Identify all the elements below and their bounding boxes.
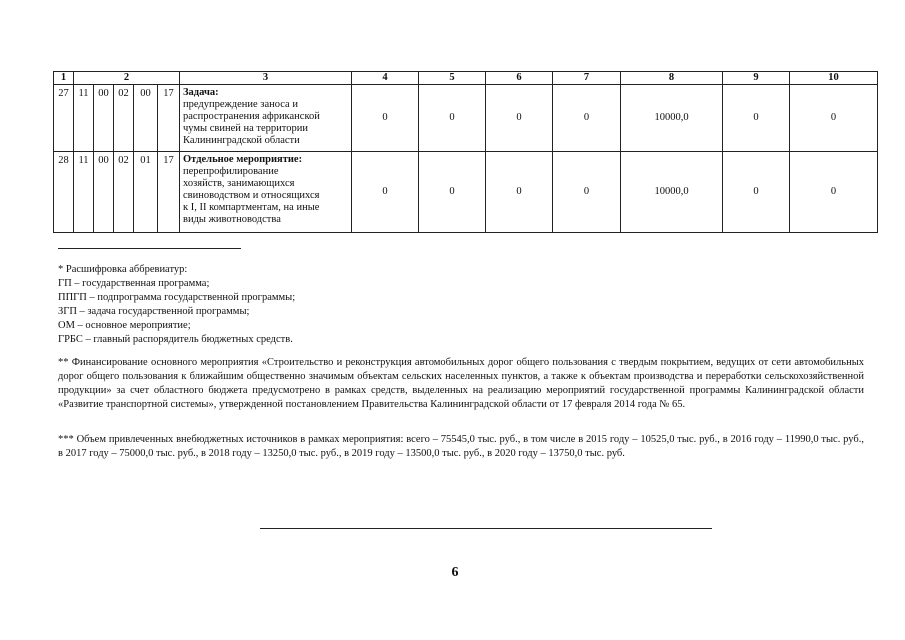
- code-cell: 11: [74, 85, 94, 152]
- abbreviation-item: ГРБС – главный распорядитель бюджетных средств.: [58, 334, 293, 345]
- value-cell: 0: [419, 85, 486, 152]
- header-col-2: 2: [74, 72, 180, 85]
- value-cell: 0: [553, 152, 621, 233]
- header-col-4: 4: [352, 72, 419, 85]
- value-cell: 0: [352, 152, 419, 233]
- header-col-1: 1: [54, 72, 74, 85]
- description-line: свиноводством и относящихся: [183, 190, 320, 201]
- description-line: Калининградской области: [183, 135, 300, 146]
- description-line: виды животноводства: [183, 214, 281, 225]
- abbreviation-item: ГП – государственная программа;: [58, 278, 210, 289]
- code-cell: 11: [74, 152, 94, 233]
- value-cell: 10000,0: [621, 85, 723, 152]
- description-title: Задача:: [183, 87, 219, 98]
- header-col-8: 8: [621, 72, 723, 85]
- header-col-9: 9: [723, 72, 790, 85]
- code-cell: 00: [94, 152, 114, 233]
- closing-rule: [260, 528, 712, 529]
- code-cell: 17: [158, 152, 180, 233]
- description-line: хозяйств, занимающихся: [183, 178, 295, 189]
- description-cell: [180, 85, 352, 152]
- value-cell: 0: [553, 85, 621, 152]
- value-cell: 0: [486, 85, 553, 152]
- budget-table: [53, 71, 878, 233]
- table-row: [54, 85, 878, 152]
- code-cell: 00: [134, 85, 158, 152]
- value-cell: 0: [419, 152, 486, 233]
- value-cell: 0: [352, 85, 419, 152]
- description-line: к I, II компартментам, на иные: [183, 202, 320, 213]
- row-number: 27: [54, 85, 74, 152]
- abbreviations-title: * Расшифровка аббревиатур:: [58, 264, 188, 275]
- value-cell: 10000,0: [621, 152, 723, 233]
- value-cell: 0: [790, 85, 878, 152]
- table-header-row: [54, 72, 878, 85]
- description-line: распространения африканской: [183, 111, 320, 122]
- description-line: чумы свиней на территории: [183, 123, 308, 134]
- code-cell: 02: [114, 152, 134, 233]
- footnote-separator: [58, 248, 241, 249]
- header-col-10: 10: [790, 72, 878, 85]
- header-col-3: 3: [180, 72, 352, 85]
- footnotes: [58, 263, 864, 461]
- description-line: предупреждение заноса и: [183, 99, 298, 110]
- row-number: 28: [54, 152, 74, 233]
- value-cell: 0: [723, 152, 790, 233]
- abbreviation-item: ППГП – подпрограмма государственной программы;: [58, 292, 296, 303]
- code-cell: 17: [158, 85, 180, 152]
- value-cell: 0: [790, 152, 878, 233]
- description-cell: [180, 152, 352, 233]
- code-cell: 00: [94, 85, 114, 152]
- financing-note: ** Финансирование основного мероприятия «Строительство и реконструкция автомобильных дорог общего пользования с твердым покрытием, ведущих от сети автомобильных дорог общего пользования к ближайшим общественно значимым объектам сельских населенных пунктов, а также к объектам производства и переработки сельскохозяйственной продукции» за счет областного бюджета предусмотрено в рамках средств, выделенных на реализацию мероприятий государственной программы Калининградской области «Развитие транспортной системы», утвержденной постановлением Правительства Калининградской области от 17 февраля 2014 года № 65.: [58, 357, 864, 410]
- abbreviation-item: ЗГП – задача государственной программы;: [58, 306, 250, 317]
- description-line: перепрофилирование: [183, 166, 279, 177]
- code-cell: 01: [134, 152, 158, 233]
- table-row: [54, 152, 878, 233]
- header-col-6: 6: [486, 72, 553, 85]
- value-cell: 0: [486, 152, 553, 233]
- value-cell: 0: [723, 85, 790, 152]
- description-title: Отдельное мероприятие:: [183, 154, 303, 165]
- abbreviations-block: [58, 263, 864, 347]
- extrabudgetary-note: *** Объем привлеченных внебюджетных источников в рамках мероприятия: всего – 75545,0 тыс. руб., в том числе в 2015 году – 10525,0 тыс. руб., в 2016 году – 11990,0 тыс. руб., в 2017 году – 75000,0 тыс. руб., в 2018 году – 13250,0 тыс. руб., в 2019 году – 13500,0 тыс. руб., в 2020 году – 13750,0 тыс. руб.: [58, 434, 864, 459]
- header-col-5: 5: [419, 72, 486, 85]
- header-col-7: 7: [553, 72, 621, 85]
- code-cell: 02: [114, 85, 134, 152]
- page-number: 6: [451, 565, 459, 580]
- abbreviation-item: ОМ – основное мероприятие;: [58, 320, 191, 331]
